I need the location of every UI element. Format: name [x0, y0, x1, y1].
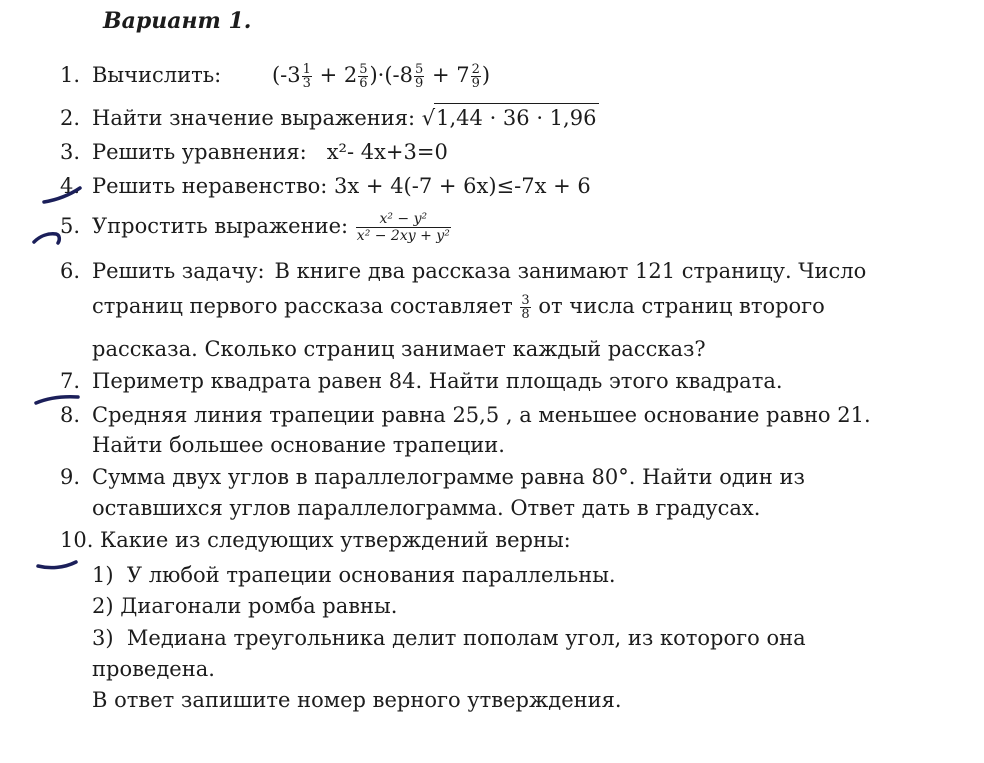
task-8: 8. Средняя линия трапеции равна 25,5 , а меньшее основание равно 21. [60, 403, 871, 427]
option-1: 1) У любой трапеции основания параллельны. [92, 563, 616, 587]
task-5-fraction: $\frac{\text{x² − y²}}{\text{x² − 2xy + y²}}$ [356, 211, 450, 244]
option-3: 3) Медиана треугольника делит пополам угол, из которого она [92, 626, 806, 650]
task-3: 3. Решить уравнения: x²- 4x+3=0 [60, 140, 448, 164]
task-2-label: Найти значение выражения: [92, 106, 416, 130]
option-2: 2) Диагонали ромба равны. [92, 594, 398, 618]
variant-title: Вариант 1. [103, 8, 252, 34]
pen-mark-task-10 [38, 562, 76, 568]
task-6-label: Решить задачу: [92, 259, 265, 283]
pen-mark-task-5 [34, 234, 59, 243]
task-5-label: Упростить выражение: [92, 214, 349, 238]
task-3-label: Решить уравнения: [92, 140, 307, 164]
task-4: 4. Решить неравенство: 3x + 4(-7 + 6x)≤-7x + 6 [60, 174, 591, 198]
pen-mark-task-4 [44, 188, 80, 202]
pen-mark-task-8 [36, 397, 78, 403]
task-10: 10. Какие из следующих утверждений верны: [60, 528, 571, 552]
task-8-line-2: Найти большее основание трапеции. [92, 433, 505, 457]
option-3-line-2: проведена. [92, 657, 215, 681]
task-1-expression: (-3 $\frac{1}{3}$ + 2 $\frac{5}{6}$ )·(-8 $\frac{5}{9}$ + 7 $\frac{2}{9}$ ) [271, 62, 491, 91]
task-1: 1. Вычислить: (-3 $\frac{1}{3}$ + 2 $\frac{5}{6}$ )·(-8 $\frac{5}{9}$ + 7 $\frac{2}{9}$ ) [60, 62, 491, 91]
task-6-fraction: $\frac{3}{8}$ [521, 293, 530, 322]
task-6-line-3: рассказа. Сколько страниц занимает каждый рассказ? [92, 337, 706, 361]
task-7: 7. Периметр квадрата равен 84. Найти площадь этого квадрата. [60, 369, 783, 393]
task-2: 2. Найти значение выражения: √1,44 · 36 · 1,96 [60, 103, 599, 132]
answer-instruction: В ответ запишите номер верного утверждения. [92, 688, 622, 712]
task-5: 5. Упростить выражение: $\frac{\text{x² − y²}}{\text{x² − 2xy + y²}}$ [60, 211, 450, 244]
task-3-equation: x²- 4x+3=0 [326, 140, 448, 164]
task-2-sqrt: √1,44 · 36 · 1,96 [422, 103, 600, 132]
task-1-label: Вычислить: [92, 63, 222, 87]
task-4-inequality: 3x + 4(-7 + 6x)≤-7x + 6 [334, 174, 591, 198]
task-6-line-2: страниц первого рассказа составляет $\frac{3}{8}$ от числа страниц второго [92, 293, 825, 322]
task-9: 9. Сумма двух углов в параллелограмме равна 80°. Найти один из [60, 465, 805, 489]
task-4-label: Решить неравенство: [92, 174, 328, 198]
task-9-line-2: оставшихся углов параллелограмма. Ответ дать в градусах. [92, 496, 761, 520]
task-6: 6. Решить задачу: В книге два рассказа занимают 121 страницу. Число [60, 259, 867, 283]
